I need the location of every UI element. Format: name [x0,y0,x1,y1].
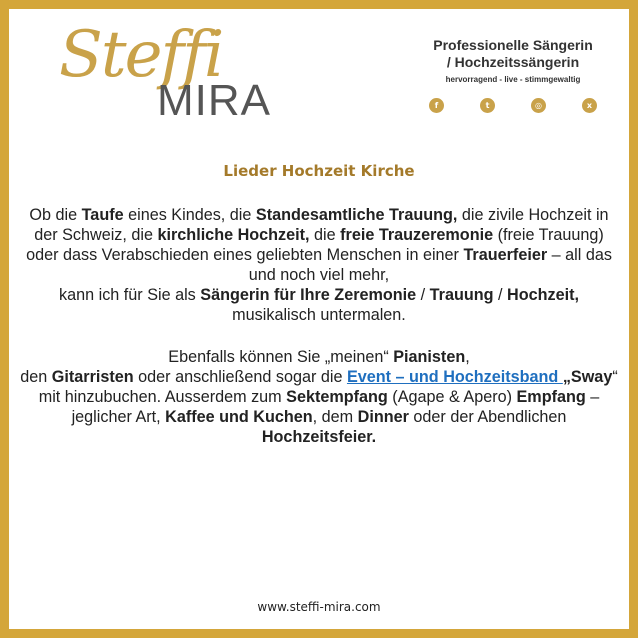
website-url[interactable]: www.steffi-mira.com [257,600,381,614]
paragraph-2: Ebenfalls können Sie „meinen“ Pianisten, den Gitarristen oder anschließend sogar die Event – und Hochzeitsband „Sway“ mit hinzubuchen. Ausserdem zum Sektempfang (Agape & Apero) Empfang – jeglicher Art, Kaffee und Kuchen, dem Dinner oder der Abendlichen Hochzeitsfeier. [20,348,618,446]
page-title: Lieder Hochzeit Kirche [223,162,415,180]
header [9,9,629,149]
logo-script: Steffi [59,18,223,92]
paragraph-1: Ob die Taufe eines Kindes, die Standesamtliche Trauung, die zivile Hochzeit in der Schweiz, die kirchliche Hochzeit, die freie Trauzeremonie (freie Trauung) oder dass Verabschieden eines geliebten Menschen in einer Trauerfeier – all das und noch viel mehr, kann ich für Sie als Sängerin für Ihre Zeremonie / Trauung / Hochzeit, musikalisch untermalen. [26,206,612,324]
logo-name: MIRA [157,76,271,125]
twitter-icon[interactable]: t [480,98,495,113]
social-links [413,98,613,113]
facebook-icon[interactable]: f [429,98,444,113]
brand-tagline: hervorragend - live - stimmgewaltig [445,75,581,84]
brand-block [413,37,613,113]
instagram-icon[interactable]: ◎ [531,98,546,113]
body-text [20,205,618,447]
logo [59,18,299,133]
xing-icon[interactable]: x [582,98,597,113]
event-band-link[interactable]: Event – und Hochzeitsband [346,368,563,386]
brand-title-line2: / Hochzeitssängerin [446,54,580,70]
brand-title-line1: Professionelle Sängerin [433,37,593,53]
